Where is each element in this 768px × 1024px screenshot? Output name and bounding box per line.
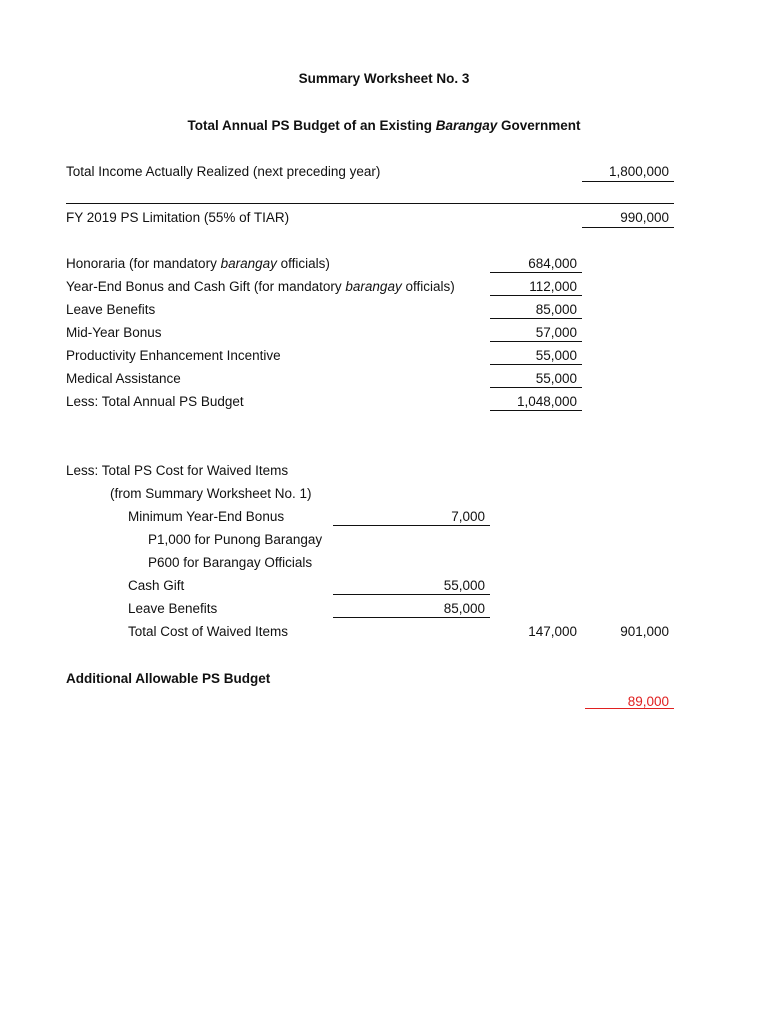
budget-item-underline [490, 387, 582, 388]
budget-item-value: 684,000 [528, 256, 577, 271]
budget-item-value: 57,000 [535, 325, 577, 340]
page-subtitle [0, 118, 768, 133]
budget-item-label: Medical Assistance [66, 371, 181, 386]
budget-total-value: 1,048,000 [516, 394, 577, 409]
budget-item-label: Less: Total Annual PS Budget [66, 394, 244, 409]
budget-item-label: Productivity Enhancement Incentive [66, 348, 281, 363]
net-value: 901,000 [620, 624, 669, 639]
budget-item-value: 85,000 [535, 302, 577, 317]
leave-underline [333, 617, 490, 618]
income-value: 1,800,000 [608, 164, 669, 179]
officials-note: P600 for Barangay Officials [148, 555, 313, 570]
leave-label: Leave Benefits [128, 601, 218, 616]
budget-item-underline [490, 410, 582, 411]
cash-gift-value: 55,000 [443, 578, 485, 593]
budget-item-label: Leave Benefits [66, 302, 156, 317]
leave-value: 85,000 [443, 601, 485, 616]
additional-label: Additional Allowable PS Budget [66, 671, 271, 686]
min-yeb-label: Minimum Year-End Bonus [128, 509, 285, 524]
subtitle-prefix: Total Annual PS Budget of an Existing [187, 118, 436, 133]
limitation-value: 990,000 [620, 210, 669, 225]
waived-total-label: Total Cost of Waived Items [128, 624, 289, 639]
waived-source: (from Summary Worksheet No. 1) [110, 486, 312, 501]
budget-item-underline [490, 364, 582, 365]
min-yeb-underline [333, 525, 490, 526]
budget-item-underline [490, 341, 582, 342]
min-yeb-value: 7,000 [451, 509, 485, 524]
budget-item-value: 55,000 [535, 371, 577, 386]
subtitle-italic: Barangay [435, 118, 498, 133]
section-divider [66, 203, 674, 204]
budget-item-label: Honoraria (for mandatory barangay officials) [66, 256, 330, 271]
income-label: Total Income Actually Realized (next preceding year) [66, 164, 381, 179]
cash-gift-underline [333, 594, 490, 595]
additional-underline [585, 708, 674, 709]
additional-value: 89,000 [627, 694, 669, 709]
budget-item-label: Mid-Year Bonus [66, 325, 162, 340]
waived-header: Less: Total PS Cost for Waived Items [66, 463, 289, 478]
budget-item-value: 55,000 [535, 348, 577, 363]
limitation-underline [582, 227, 674, 228]
budget-item-label: Year-End Bonus and Cash Gift (for mandatory barangay officials) [66, 279, 455, 294]
waived-total-value: 147,000 [528, 624, 577, 639]
subtitle-suffix: Government [497, 118, 581, 133]
budget-item-value: 112,000 [529, 279, 577, 294]
income-underline [582, 181, 674, 182]
limitation-label: FY 2019 PS Limitation (55% of TIAR) [66, 210, 290, 225]
budget-item-underline [490, 295, 582, 296]
punong-note: P1,000 for Punong Barangay [148, 532, 323, 547]
cash-gift-label: Cash Gift [128, 578, 185, 593]
budget-item-underline [490, 318, 582, 319]
page-title: Summary Worksheet No. 3 [298, 71, 470, 86]
budget-item-underline [490, 272, 582, 273]
